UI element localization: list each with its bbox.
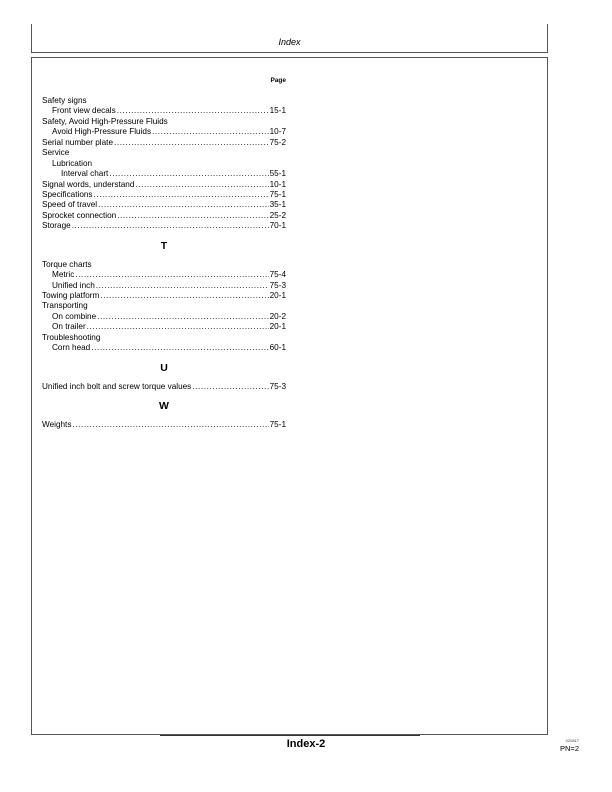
section-letter: U [160, 361, 168, 374]
index-entry [42, 270, 286, 280]
index-entry [42, 420, 286, 430]
index-entry [42, 169, 286, 179]
index-entry-text: Speed of travel [42, 200, 98, 210]
dot-leader [117, 211, 268, 221]
footer-rule [160, 735, 420, 736]
dot-leader [72, 221, 269, 231]
index-entry-text: Specifications [42, 189, 93, 199]
index-entry-page: 75-1 [269, 420, 286, 430]
dot-leader [117, 106, 269, 116]
page-header-title: Index [278, 37, 301, 47]
index-entry-page: 70-1 [269, 221, 286, 231]
dot-leader [96, 281, 269, 291]
dot-leader [192, 382, 268, 392]
dot-leader [100, 291, 268, 301]
index-entry-page: 60-1 [269, 343, 286, 353]
index-heading: Safety, Avoid High-Pressure Fluids [42, 116, 168, 126]
section-letter: T [160, 239, 168, 252]
index-entry [42, 211, 286, 221]
dot-leader [109, 169, 268, 179]
index-heading: Lubrication [52, 158, 93, 168]
index-entry [42, 138, 286, 148]
dot-leader [87, 322, 269, 332]
index-entry [42, 221, 286, 231]
index-heading: Safety signs [42, 96, 87, 105]
index-entry-page: 75-1 [269, 189, 286, 199]
index-entry-page: 10-7 [269, 127, 286, 137]
index-entry-page: 20-2 [269, 311, 286, 321]
index-entry-text: On trailer [52, 322, 86, 332]
index-entry-text: Interval chart [61, 169, 109, 179]
index-entry-text: Towing platform [42, 291, 100, 300]
dot-leader [94, 190, 269, 200]
index-entry-text: Metric [52, 270, 75, 280]
index-entry-text: Serial number plate [42, 137, 113, 147]
footer-pn: PN=2 [560, 744, 579, 753]
index-entry [42, 190, 286, 200]
page-column-label: Page [270, 77, 286, 84]
index-entry [42, 322, 286, 332]
index-entry [42, 312, 286, 322]
index-entry-text: Unified inch [52, 280, 95, 290]
index-entry-text: Signal words, understand [42, 179, 135, 189]
index-entry-text: Avoid High-Pressure Fluids [52, 127, 152, 137]
footer-page-number: Index-2 [286, 738, 326, 750]
index-entry [42, 382, 286, 392]
index-entry-text: On combine [52, 311, 97, 321]
index-heading: Torque charts [42, 259, 92, 269]
index-entry [42, 291, 286, 301]
index-entry-text: Front view decals [52, 106, 116, 116]
index-entry [42, 200, 286, 210]
index-entry-page: 75-2 [269, 137, 286, 147]
header-frame [31, 24, 548, 53]
index-entry-text: Storage [42, 221, 71, 231]
index-entry [42, 281, 286, 291]
index-entry-page: 10-1 [269, 179, 286, 189]
index-entry-page: 75-4 [269, 270, 286, 280]
index-entry-page: 75-3 [269, 381, 286, 391]
index-entry-page: 20-1 [269, 322, 286, 332]
index-entry [42, 180, 286, 190]
dot-leader [135, 180, 268, 190]
index-column [42, 76, 286, 431]
index-entry-page: 35-1 [269, 200, 286, 210]
index-entry-page: 20-1 [269, 291, 286, 300]
index-entry-text: Corn head [52, 343, 91, 353]
index-entry [42, 343, 286, 353]
index-heading: Service [42, 148, 70, 158]
index-entry-text: Weights [42, 420, 72, 430]
dot-leader [152, 127, 269, 137]
index-heading: Troubleshooting [42, 332, 101, 342]
index-entry-page: 55-1 [269, 169, 286, 179]
index-heading: Transporting [42, 301, 88, 311]
dot-leader [75, 270, 268, 280]
index-entry-text: Sprocket connection [42, 210, 117, 220]
dot-leader [72, 420, 268, 430]
section-letter: W [159, 400, 169, 413]
index-entry-text: Unified inch bolt and screw torque values [42, 381, 192, 391]
index-entry-page: 75-3 [269, 280, 286, 290]
index-entry [42, 106, 286, 116]
dot-leader [91, 343, 268, 353]
dot-leader [97, 312, 268, 322]
index-entry-page: 15-1 [269, 106, 286, 116]
index-entry-page: 25-2 [269, 210, 286, 220]
index-entry [42, 127, 286, 137]
footer-date-code: 020817 [565, 738, 579, 743]
dot-leader [114, 138, 269, 148]
dot-leader [98, 200, 269, 210]
